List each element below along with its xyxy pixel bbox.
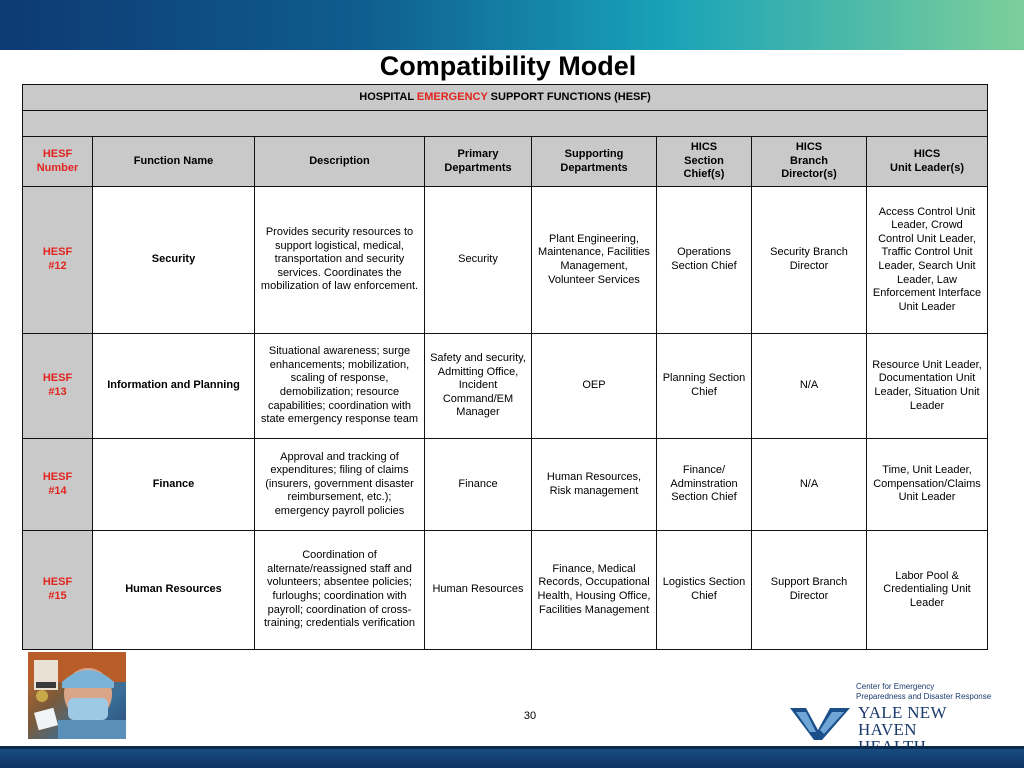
- table-row: [23, 187, 988, 334]
- table-header: [23, 85, 988, 111]
- table-row: [23, 531, 988, 650]
- col-function-name: Function Name: [93, 137, 255, 187]
- col-description: Description: [255, 137, 425, 187]
- header-suffix: SUPPORT FUNCTIONS (HESF): [487, 90, 651, 103]
- blank-row: [23, 111, 988, 137]
- unit-leaders: Access Control Unit Leader, Crowd Control Unit Leader, Traffic Control Unit Leader, Search Unit Leader, Law Enforcement Interface Unit Leader: [867, 187, 988, 334]
- col-primary-departments: Primary Departments: [425, 137, 532, 187]
- primary-departments: Safety and security, Admitting Office, Incident Command/EM Manager: [425, 334, 532, 439]
- col-section-chief: HICS Section Chief(s): [657, 137, 752, 187]
- column-headers: [23, 137, 988, 187]
- photo-illustration-icon: [28, 652, 126, 739]
- branch-director: N/A: [752, 334, 867, 439]
- branch-director: Support Branch Director: [752, 531, 867, 650]
- branch-director: Security Branch Director: [752, 187, 867, 334]
- col-unit-leaders: HICS Unit Leader(s): [867, 137, 988, 187]
- primary-departments: Security: [425, 187, 532, 334]
- description: Coordination of alternate/reassigned staff and volunteers; absentee policies; furloughs; coordination with payroll; coordination of cross-training; credentials verification: [255, 531, 425, 650]
- function-name: Finance: [93, 439, 255, 531]
- hesf-number: HESF #14: [23, 439, 93, 531]
- page-number: 30: [523, 710, 537, 722]
- section-chief: Operations Section Chief: [657, 187, 752, 334]
- bottom-banner: [0, 746, 1024, 768]
- hesf-number: HESF #15: [23, 531, 93, 650]
- col-supporting-departments: Supporting Departments: [532, 137, 657, 187]
- supporting-departments: Plant Engineering, Maintenance, Facilities Management, Volunteer Services: [532, 187, 657, 334]
- header-prefix: HOSPITAL: [359, 90, 417, 103]
- yale-new-haven-logo: [788, 680, 998, 740]
- supporting-departments: Finance, Medical Records, Occupational Health, Housing Office, Facilities Management: [532, 531, 657, 650]
- description: Approval and tracking of expenditures; filing of claims (insurers, government disaster reimbursement, etc.); emergency payroll policies: [255, 439, 425, 531]
- unit-leaders: Time, Unit Leader, Compensation/Claims Unit Leader: [867, 439, 988, 531]
- function-name: Security: [93, 187, 255, 334]
- top-banner: [0, 0, 1024, 50]
- description: Provides security resources to support logistical, medical, transportation and security services. Coordinates the mobilization of law enforcement.: [255, 187, 425, 334]
- primary-departments: Human Resources: [425, 531, 532, 650]
- description: Situational awareness; surge enhancements; mobilization, scaling of response, demobilization; resource capabilities; coordination with state emergency response team: [255, 334, 425, 439]
- hesf-number: HESF #12: [23, 187, 93, 334]
- section-chief: Finance/ Adminstration Section Chief: [657, 439, 752, 531]
- section-chief: Logistics Section Chief: [657, 531, 752, 650]
- supporting-departments: Human Resources, Risk management: [532, 439, 657, 531]
- unit-leaders: Labor Pool & Credentialing Unit Leader: [867, 531, 988, 650]
- medical-staff-photo: [28, 652, 126, 739]
- ynh-wing-icon: [788, 702, 852, 742]
- col-hesf-number: HESF Number: [23, 137, 93, 187]
- section-chief: Planning Section Chief: [657, 334, 752, 439]
- unit-leaders: Resource Unit Leader, Documentation Unit Leader, Situation Unit Leader: [867, 334, 988, 439]
- supporting-departments: OEP: [532, 334, 657, 439]
- col-branch-director: HICS Branch Director(s): [752, 137, 867, 187]
- branch-director: N/A: [752, 439, 867, 531]
- hesf-number: HESF #13: [23, 334, 93, 439]
- function-name: Human Resources: [93, 531, 255, 650]
- header-highlight: EMERGENCY: [416, 90, 488, 103]
- primary-departments: Finance: [425, 439, 532, 531]
- function-name: Information and Planning: [93, 334, 255, 439]
- org-name: Center for Emergency Preparedness and Disaster Response: [856, 682, 992, 701]
- brand-name: YALE NEW HAVEN: [858, 703, 947, 739]
- table-row: [23, 439, 988, 531]
- table-row: [23, 334, 988, 439]
- slide-title: Compatibility Model: [379, 51, 637, 81]
- hesf-table: [22, 84, 988, 650]
